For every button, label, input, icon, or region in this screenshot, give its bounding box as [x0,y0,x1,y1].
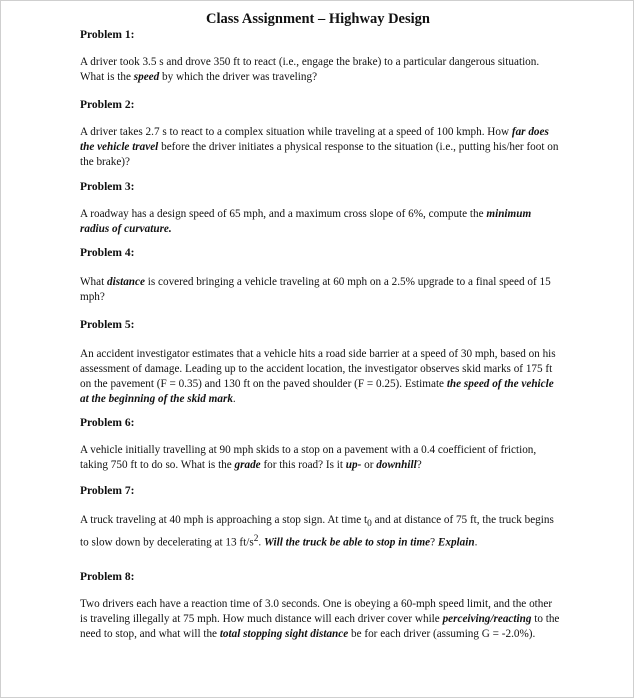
problem-3-text: A roadway has a design speed of 65 mph, and a maximum cross slope of 6%, compute the minimum radius of curvature. [80,208,532,235]
problem-1-text: A driver took 3.5 s and drove 350 ft to react (i.e., engage the brake) to a particular dangerous situation. What is the speed by which the driver was traveling? [80,56,540,83]
problem-1-heading: Problem 1: [80,29,135,41]
problem-2-text: A driver takes 2.7 s to react to a complex situation while traveling at a speed of 100 kmph. How far does the vehicle travel before the driver initiates a physical response to the situation (i.e., putting his/her foot on the brake)? [80,126,559,168]
problem-6-heading: Problem 6: [80,417,135,429]
problem-6-text: A vehicle initially travelling at 90 mph skids to a stop on a pavement with a 0.4 coefficient of friction, taking 750 ft to do so. What is the grade for this road? Is it up- or downhill? [80,444,537,471]
problem-2-heading: Problem 2: [80,99,135,111]
problem-5-heading: Problem 5: [80,319,135,331]
problem-8-heading: Problem 8: [80,571,135,583]
page-title: Class Assignment – Highway Design [206,11,430,27]
problem-7-text: A truck traveling at 40 mph is approaching a stop sign. At time $t_0$ and at distance of 75 ft, the truck begins to slow down by decelerating at 13 $ft/s^2$. Will the truck be able to stop in time? Explain. [80,514,554,549]
problem-5-text: An accident investigator estimates that a vehicle hits a road side barrier at a speed of 30 mph, based on his assessment of damage. Leading up to the accident location, the investigator observes skid marks of 175 ft on the pavement (F = 0.35) and 130 ft on the paved shoulder (F = 0.25). Estimate the speed of the vehicle at the beginning of the skid mark. [80,348,556,405]
problem-4-text: What distance is covered bringing a vehicle traveling at 60 mph on a 2.5% upgrade to a final speed of 15 mph? [80,276,551,303]
problem-3-heading: Problem 3: [80,181,135,193]
problem-8-text: Two drivers each have a reaction time of 3.0 seconds. One is obeying a 60-mph speed limit, and the other is traveling illegally at 75 mph. How much distance will each driver cover while perceiving/reacting to the need to stop, and what will the total stopping sight distance be for each driver (assuming G = -2.0%). [80,598,560,640]
problem-4-heading: Problem 4: [80,247,135,259]
problem-7-heading: Problem 7: [80,485,135,497]
